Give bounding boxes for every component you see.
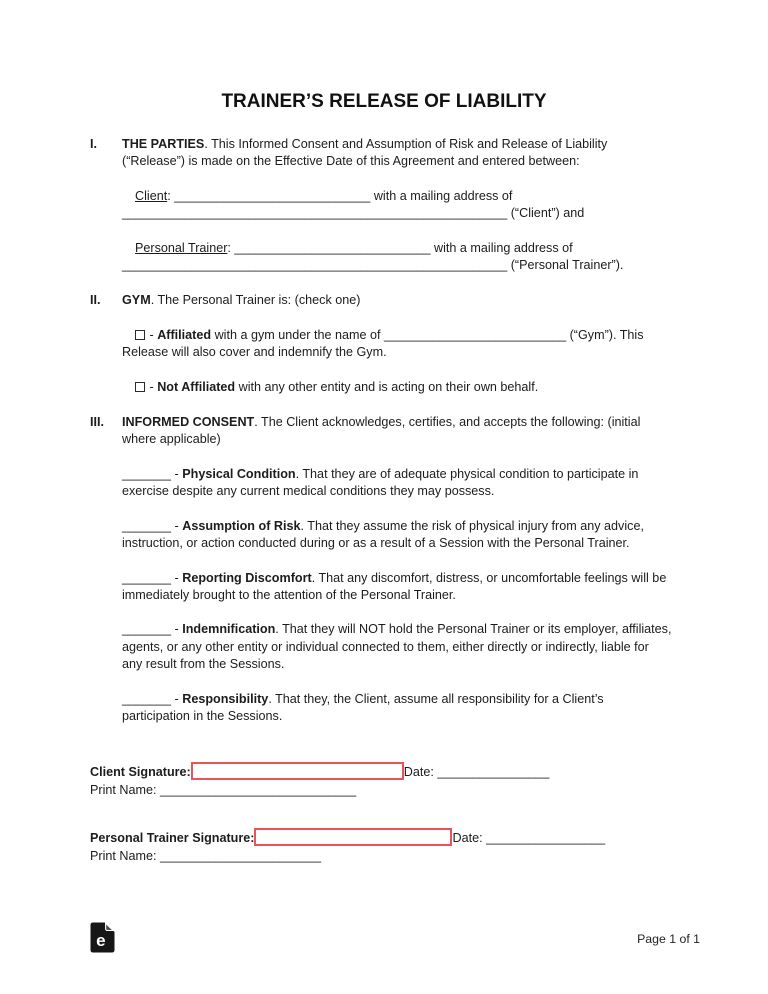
eforms-logo-icon [90, 922, 115, 953]
trainer-print-name-blank: _______________________ [160, 849, 322, 864]
text-run: Personal Trainer [135, 240, 228, 255]
text-run: Indemnification [182, 622, 276, 637]
text-run: - [171, 570, 183, 585]
client-print-name-row [90, 781, 700, 799]
trainer-signature-row [90, 828, 700, 847]
section-gym-text [122, 292, 360, 309]
text-run: . The Client acknowledges, certifies, and accepts the following: (initial where applicable) [122, 415, 641, 447]
section-gym [90, 292, 700, 309]
text-run: Reporting Discomfort [182, 570, 312, 585]
text-run: (“Personal Trainer”). [507, 258, 624, 273]
section-informed-consent-text [122, 414, 672, 449]
blank-line: _______ [122, 518, 172, 533]
trainer-print-name-label: Print Name: [90, 849, 157, 864]
consent-responsibility [122, 691, 672, 726]
text-run: with a mailing address of [430, 240, 573, 255]
text-run: (“Client”) and [507, 206, 585, 221]
consent-assumption-of-risk [122, 518, 672, 553]
trainer-print-name-row [90, 847, 700, 865]
text-run: - [171, 691, 183, 706]
text-run: : [227, 240, 235, 255]
blank-line: ____________________________ [234, 240, 431, 255]
client-print-name-blank: ____________________________ [160, 783, 357, 798]
trainer-signature-group [90, 828, 700, 865]
section-informed-consent [90, 414, 700, 449]
party-personal-trainer [122, 240, 672, 275]
blank-line: ____________________________ [174, 188, 371, 203]
section-the-parties-text [122, 136, 672, 171]
section-the-parties-number: I. [90, 137, 97, 151]
text-run: INFORMED CONSENT [122, 415, 255, 430]
text-run: - [171, 466, 183, 481]
text-run: . That they will NOT hold the Personal Trainer or its employer, affiliates, agents, or any other entity or individual connected to them, either directly or indirectly, liable for any result from the Sessions. [122, 622, 672, 672]
blank-line: __________________________ [383, 327, 567, 342]
client-signature-field[interactable] [191, 762, 404, 780]
text-run: with any other entity and is acting on their own behalf. [235, 379, 539, 394]
trainer-date-label: Date: [452, 831, 483, 846]
section-gym-number: II. [90, 293, 101, 308]
blank-line: _______ [122, 622, 172, 637]
text-run: . That any discomfort, distress, or uncomfortable feelings will be immediately brought to the attention of the Personal Trainer. [122, 570, 667, 602]
client-signature-group [90, 762, 700, 799]
text-run: THE PARTIES [122, 137, 205, 151]
trainer-signature-field[interactable] [254, 828, 452, 846]
consent-reporting-discomfort [122, 570, 672, 605]
consent-indemnification [122, 621, 672, 673]
text-run: Affiliated [157, 327, 212, 342]
text-run: - [146, 327, 158, 342]
client-print-name-label: Print Name: [90, 783, 157, 798]
affiliated-checkbox[interactable] [135, 330, 145, 340]
section-informed-consent-number: III. [90, 415, 104, 430]
trainer-signature-label: Personal Trainer Signature: [90, 831, 255, 846]
text-run: with a mailing address of [370, 188, 513, 203]
option-not-affiliated [122, 379, 672, 396]
text-run: Not Affiliated [157, 379, 236, 394]
text-run: Physical Condition [182, 466, 296, 481]
text-run: . That they are of adequate physical condition to participate in exercise despite any current medical conditions they may possess. [122, 466, 639, 499]
text-run: . That they assume the risk of physical injury from any advice, instruction, or action conducted during or as a result of a Session with the Personal Trainer. [122, 518, 644, 551]
document-title: TRAINER’S RELEASE OF LIABILITY [221, 91, 547, 112]
text-run: . This Informed Consent and Assumption of Risk and Release of Liability (“Release”) is made on the Effective Date of this Agreement and entered between: [122, 137, 608, 169]
party-client [122, 188, 672, 223]
text-run: - [171, 518, 183, 533]
document-body [90, 136, 700, 725]
text-run: : [167, 188, 175, 203]
client-date-blank: ________________ [437, 765, 550, 780]
client-signature-row [90, 762, 700, 781]
text-run: (“Gym”). This Release will also cover and indemnify the Gym. [122, 327, 644, 360]
eforms-logo-letter: e [96, 931, 106, 951]
text-run: - [171, 622, 183, 637]
page-number-label: Page 1 of 1 [637, 932, 700, 946]
blank-line: _______ [122, 466, 172, 481]
blank-line: _______________________________________________________ [122, 206, 508, 221]
client-signature-label: Client Signature: [90, 765, 191, 780]
option-affiliated [122, 327, 672, 362]
text-run: Responsibility [182, 691, 269, 706]
text-run: . That they, the Client, assume all responsibility for a Client’s participation in the Sessions. [122, 691, 604, 723]
blank-line: _______ [122, 691, 172, 706]
section-the-parties [90, 136, 700, 171]
text-run: with a gym under the name of [211, 327, 384, 342]
consent-physical-condition [122, 466, 672, 501]
text-run: - [146, 379, 158, 394]
blank-line: _______________________________________________________ [122, 258, 508, 273]
not-affiliated-checkbox[interactable] [135, 382, 145, 392]
blank-line: _______ [122, 570, 172, 585]
trainer-date-blank: _________________ [486, 831, 606, 846]
text-run: . The Personal Trainer is: (check one) [150, 293, 361, 308]
text-run: Client [135, 188, 168, 203]
page-footer [90, 922, 700, 953]
text-run: GYM [122, 293, 151, 308]
text-run: Assumption of Risk [182, 518, 301, 533]
client-date-label: Date: [403, 765, 434, 780]
